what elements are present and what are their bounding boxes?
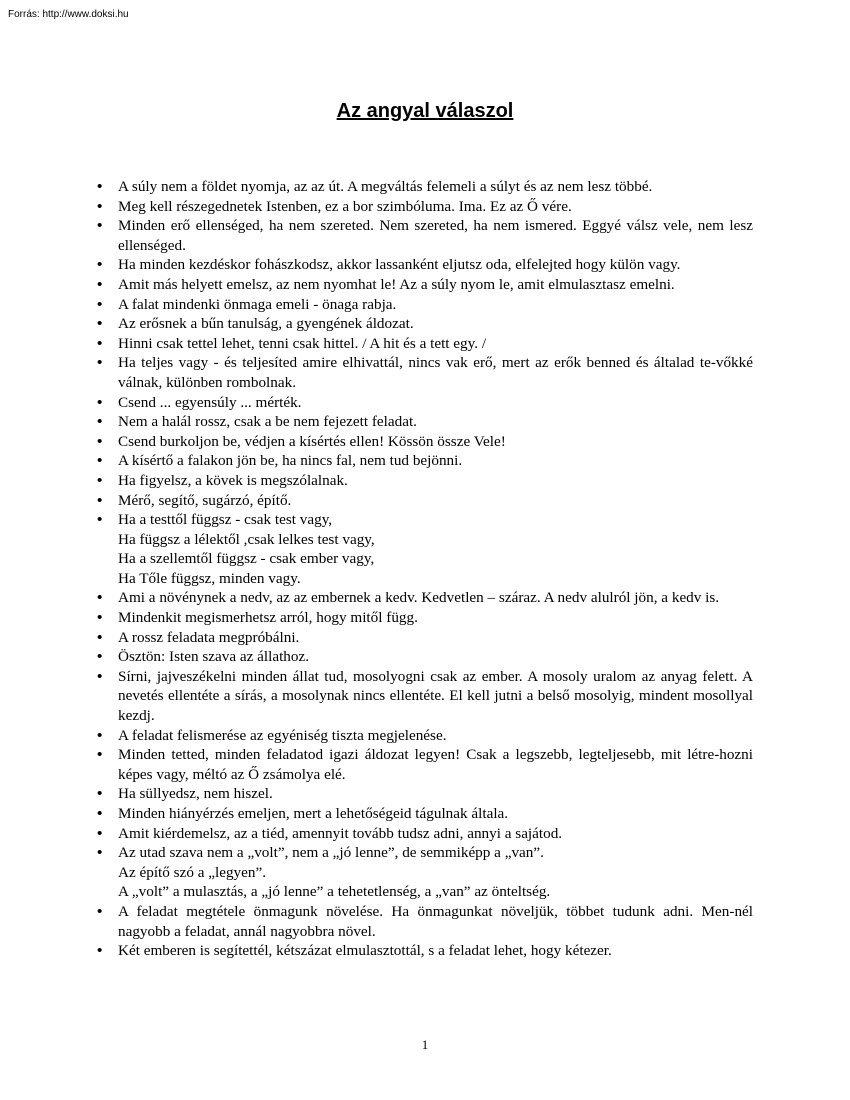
list-item [97, 843, 753, 902]
list-item-text: Amit kiérdemelsz, az a tiéd, amennyit tovább tudsz adni, annyi a sajátod. [118, 824, 563, 842]
list-item [97, 824, 753, 844]
document-title: Az angyal válaszol [336, 100, 514, 122]
list-item [97, 314, 753, 334]
page-number: 1 [421, 1037, 429, 1052]
list-item-text: Ha a szellemtől függsz - csak ember vagy, [118, 550, 375, 568]
list-item [97, 588, 753, 608]
list-item-text: Ha függsz a lélektől ,csak lelkes test vagy, [118, 530, 375, 548]
list-item [97, 471, 753, 491]
list-item-text: A feladat felismerése az egyéniség tiszta megjelenése. [118, 726, 447, 744]
list-item-text: Az építő szó a „legyen”. [118, 863, 267, 881]
list-item [97, 334, 753, 354]
list-item [97, 177, 753, 197]
list-item-text: A „volt” a mulasztás, a „jó lenne” a tehetetlenség, a „van” az önteltség. [118, 883, 551, 901]
list-item-text: Hinni csak tettel lehet, tenni csak hittel. / A hit és a tett egy. / [118, 334, 487, 352]
list-item [97, 628, 753, 648]
list-item-text: Az erősnek a bűn tanulság, a gyengének áldozat. [118, 315, 414, 333]
list-item-text: Ha teljes vagy - és teljesíted amire elhivattál, nincs vak erő, mert az erők benned és általad te-vőkké válnak, különben rombolnak. [118, 354, 753, 391]
list-item-text: Minden erő ellenséged, ha nem szereted. Nem szereted, ha nem ismered. Eggyé válsz vele, nem lesz ellenséged. [118, 217, 753, 254]
list-item-text: Minden hiányérzés emeljen, mert a lehetőségeid tágulnak általa. [118, 805, 509, 822]
list-item [97, 432, 753, 452]
list-item [97, 255, 753, 275]
aphorism-list [97, 177, 753, 961]
list-item-text: • Ha a testtől függsz - csak test vagy, [118, 511, 333, 529]
list-item-text: Mindenkit megismerhetsz arról, hogy mitől függ. [118, 609, 418, 627]
list-item [97, 353, 753, 392]
list-item-text: A súly nem a földet nyomja, az az út. A megváltás felemeli a súlyt és az nem lesz többé. [118, 178, 653, 195]
list-item [97, 275, 753, 295]
list-item-text: Ha minden kezdéskor fohászkodsz, akkor lassanként eljutsz oda, elfelejted hogy külön vagy. [118, 256, 681, 274]
list-item-text: Két emberen is segítettél, kétszázat elmulasztottál, s a feladat lehet, hogy kétezer. [118, 942, 612, 960]
list-item [97, 667, 753, 726]
list-item-text: A falat mindenki önmaga emeli - önaga rabja. [118, 295, 397, 313]
list-item [97, 510, 753, 588]
list-item-text: Mérő, segítő, sugárzó, építő. [118, 491, 292, 509]
list-item [97, 902, 753, 941]
list-item-text: Nem a halál rossz, csak a be nem fejezett feladat. [118, 413, 417, 431]
list-item-text: • Az utad szava nem a „volt”, nem a „jó lenne”, de semmiképp a „van”. [118, 844, 544, 862]
list-item-text: Csend burkoljon be, védjen a kísértés ellen! Kössön össze Vele! [118, 432, 506, 450]
list-item [97, 647, 753, 667]
list-item [97, 804, 753, 824]
list-item [97, 726, 753, 746]
list-item-text: Ami a növénynek a nedv, az az embernek a kedv. Kedvetlen – száraz. A nedv alulról jön, a kedv is. [118, 589, 720, 607]
list-item [97, 608, 753, 628]
list-item [97, 197, 753, 217]
list-item [97, 941, 753, 961]
list-item-text: A kísértő a falakon jön be, ha nincs fal, nem tud bejönni. [118, 452, 463, 470]
list-item [97, 784, 753, 804]
list-item-text: Ha figyelsz, a kövek is megszólalnak. [118, 471, 348, 489]
list-item [97, 393, 753, 413]
list-item [97, 491, 753, 511]
list-item [97, 745, 753, 784]
list-item-text: Minden tetted, minden feladatod igazi áldozat legyen! Csak a legszebb, legteljesebb, mit létre-hozni képes vagy, méltó az Ő zsámolya elé. [118, 746, 753, 783]
list-item-text: Sírni, jajveszékelni minden állat tud, mosolyogni csak az ember. A mosoly uralom az anyag felett. A nevetés ellentéte a sírás, a mosolynak nincs ellentéte. El kell jutni a belső mosolyig, mindent mosollyal kezdj. [118, 667, 753, 725]
list-item-text: Amit más helyett emelsz, az nem nyomhat le! Az a súly nyom le, amit elmulasztasz emelni. [118, 275, 675, 293]
list-item-text: Csend ... egyensúly ... mérték. [118, 393, 302, 411]
list-item-text: Meg kell részegednetek Istenben, ez a bor szimbóluma. Ima. Ez az Ő vére. [118, 197, 572, 215]
list-item-text: A rossz feladata megpróbálni. [118, 628, 300, 646]
list-item-text: Ha Tőle függsz, minden vagy. [118, 569, 301, 587]
list-item [97, 216, 753, 255]
list-item [97, 412, 753, 432]
list-item [97, 451, 753, 471]
list-item-text: Ha süllyedsz, nem hiszel. [118, 785, 273, 803]
list-item-text: Ösztön: Isten szava az állathoz. [118, 648, 310, 666]
source-header: Forrás: http://www.doksi.hu [8, 9, 129, 20]
list-item-text: A feladat megtétele önmagunk növelése. Ha önmagunkat növeljük, többet tudunk adni. Men-nél nagyobb a feladat, annál nagyobbra növel. [118, 902, 753, 940]
list-item [97, 295, 753, 315]
